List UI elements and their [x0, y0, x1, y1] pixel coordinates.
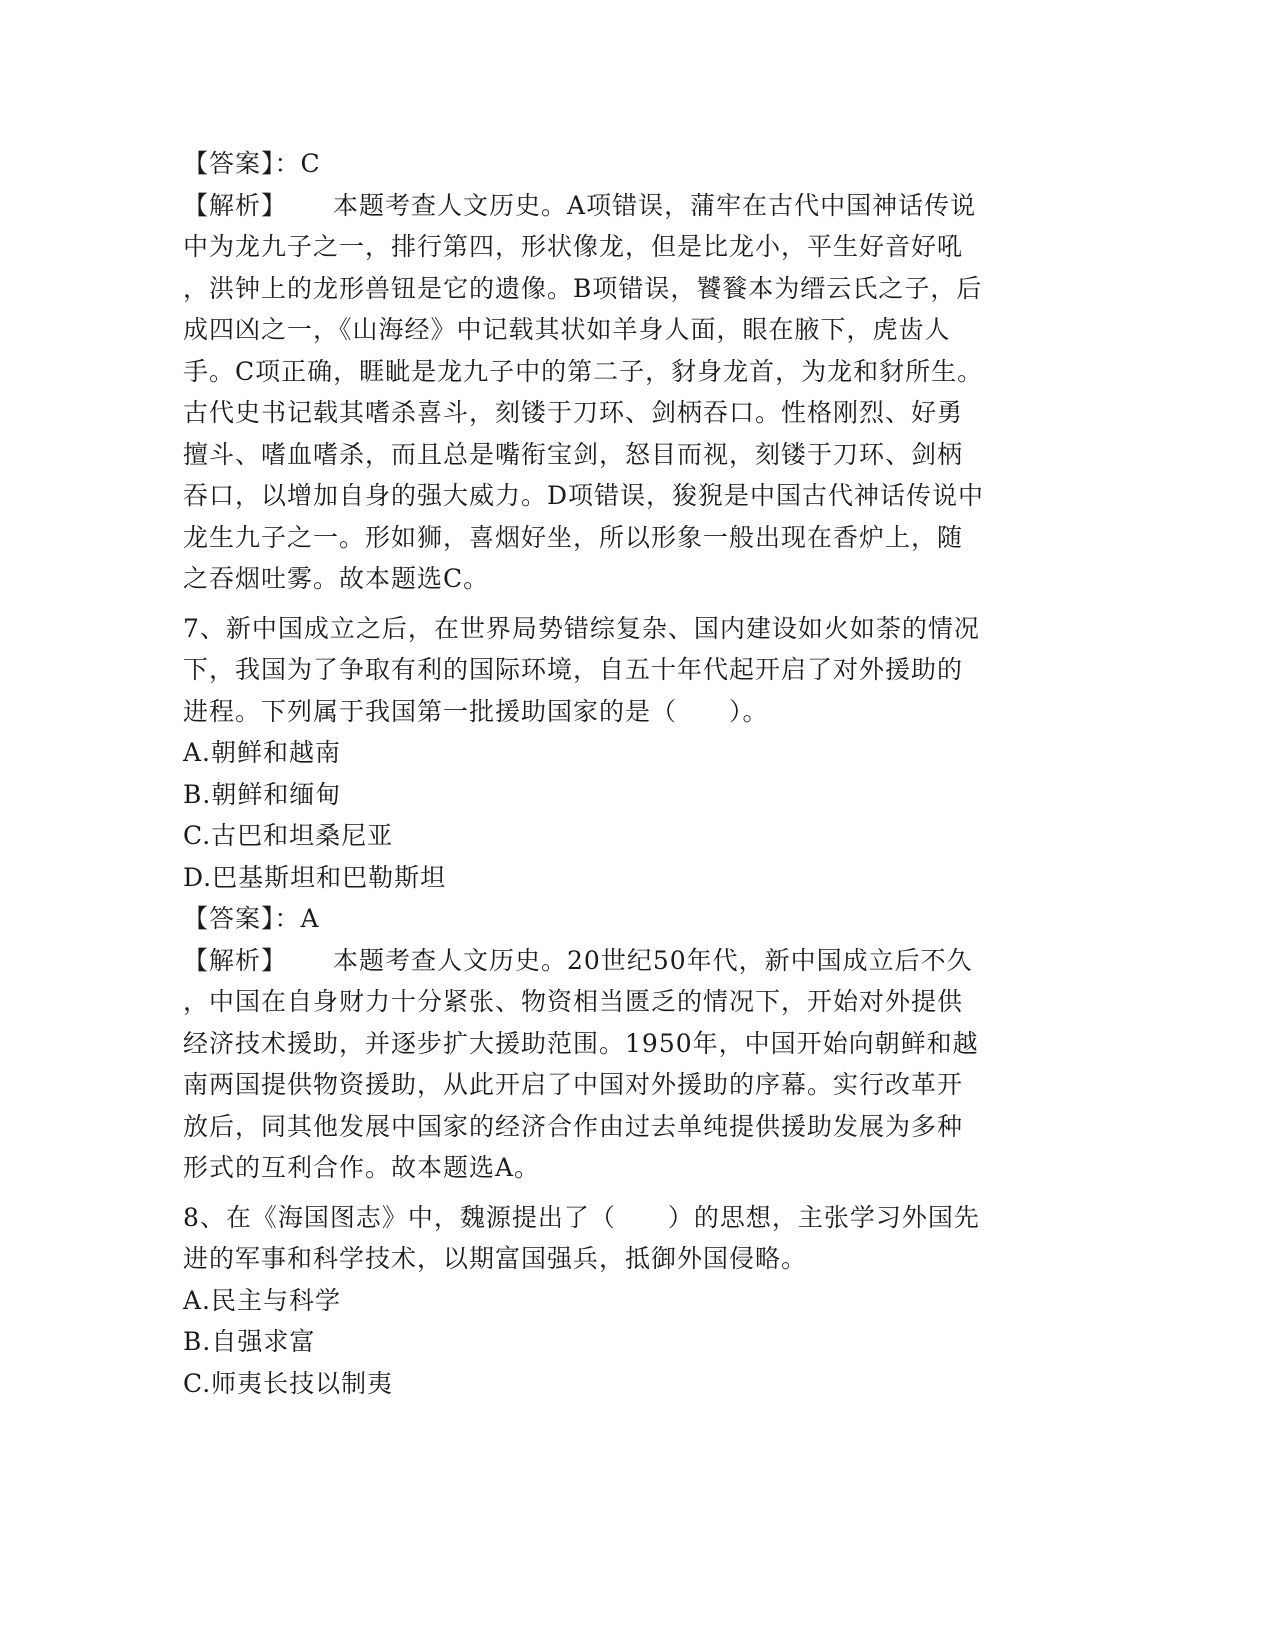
option-b: B.自强求富: [183, 1327, 316, 1356]
analysis-label: 【解析】: [183, 945, 288, 975]
analysis-line: 中为龙九子之一，排行第四，形状像龙，但是比龙小，平生好音好吼: [183, 232, 964, 261]
analysis-line: ，中国在自身财力十分紧张、物资相当匮乏的情况下，开始对外提供: [183, 987, 964, 1016]
analysis-line: 之吞烟吐雾。故本题选C。: [183, 564, 490, 593]
analysis-text: 本题考查人文历史。20世纪50年代，新中国成立后不久: [333, 945, 973, 975]
analysis-line: 吞口，以增加自身的强大威力。D项错误，狻猊是中国古代神话传说中: [183, 481, 985, 510]
analysis-line: 经济技术援助，并逐步扩大援助范围。1950年，中国开始向朝鲜和越: [183, 1028, 979, 1058]
analysis-first-line: [183, 940, 1063, 982]
answer-line: 【答案】：A: [183, 904, 320, 933]
analysis-line: 古代史书记载其嗜杀喜斗，刻镂于刀环、剑柄吞口。性格刚烈、好勇: [183, 398, 964, 427]
question-7: [183, 608, 1063, 1189]
question-stem-line: 进程。下列属于我国第一批援助国家的是（ ）。: [183, 696, 769, 726]
analysis-first-line: [183, 185, 1063, 227]
analysis-label: 【解析】: [183, 190, 288, 220]
answer-line: 【答案】：C: [183, 149, 321, 178]
option-b: B.朝鲜和缅甸: [183, 779, 342, 809]
question-8: [183, 1197, 1063, 1405]
analysis-line: ，洪钟上的龙形兽钮是它的遗像。B项错误，饕餮本为缙云氏之子，后: [183, 273, 983, 303]
option-c: C.古巴和坦桑尼亚: [183, 821, 394, 850]
option-c: C.师夷长技以制夷: [183, 1368, 394, 1398]
option-d: D.巴基斯坦和巴勒斯坦: [183, 862, 447, 892]
question-stem-line: 7、新中国成立之后，在世界局势错综复杂、国内建设如火如荼的情况: [183, 613, 980, 643]
option-a: A.朝鲜和越南: [183, 738, 342, 767]
analysis-line: 龙生九子之一。形如狮，喜烟好坐，所以形象一般出现在香炉上，随: [183, 522, 964, 552]
analysis-line: 形式的互利合作。故本题选A。: [183, 1153, 541, 1182]
option-a: A.民主与科学: [183, 1285, 342, 1315]
answer-block-6: [183, 143, 1063, 600]
analysis-line: 手。C项正确，睚眦是龙九子中的第二子，豺身龙首，为龙和豺所生。: [183, 356, 984, 386]
document-page: [183, 143, 1063, 1404]
question-stem-line: 进的军事和科学技术，以期富国强兵，抵御外国侵略。: [183, 1244, 808, 1273]
question-stem-line: 下，我国为了争取有利的国际环境，自五十年代起开启了对外援助的: [183, 655, 964, 684]
question-stem-line: 8、在《海国图志》中，魏源提出了（ ）的思想，主张学习外国先: [183, 1202, 980, 1232]
analysis-line: 南两国提供物资援助，从此开启了中国对外援助的序幕。实行改革开: [183, 1070, 964, 1099]
analysis-text: 本题考查人文历史。A项错误，蒲牢在古代中国神话传说: [333, 190, 977, 220]
analysis-line: 成四凶之一，《山海经》中记载其状如羊身人面，眼在腋下，虎齿人: [183, 315, 951, 344]
analysis-line: 擅斗、嗜血嗜杀，而且总是嘴衔宝剑，怒目而视，刻镂于刀环、剑柄: [183, 439, 964, 469]
analysis-line: 放后，同其他发展中国家的经济合作由过去单纯提供援助发展为多种: [183, 1111, 964, 1141]
